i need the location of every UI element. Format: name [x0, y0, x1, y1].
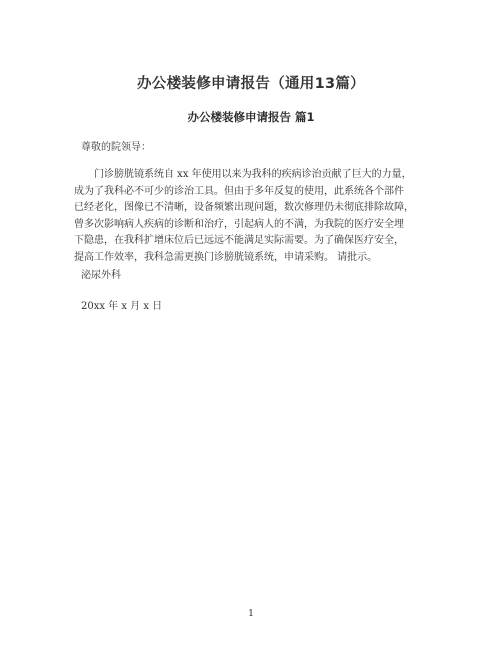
- body-line: 提高工作效率，我科急需更换门诊膀胱镜系统，申请采购。 请批示。: [74, 251, 378, 263]
- body-line: 已经老化，图像已不清晰，设备频繁出现问题，数次修理仍未彻底排除故障，: [74, 202, 414, 214]
- body-line: 门诊膀胱镜系统自 xx 年使用以来为我科的疾病诊治贡献了巨大的力量，: [94, 169, 412, 180]
- body-line: 成为了我科必不可少的诊治工具。但由于多年反复的使用，此系统各个部件: [74, 185, 404, 197]
- page-number: 1: [247, 608, 255, 619]
- department-signature: 泌尿外科: [81, 270, 121, 281]
- body-line: 曾多次影响病人疾病的诊断和治疗，引起病人的不满，为我院的医疗安全埋: [74, 218, 404, 230]
- body-line: 下隐患，在我科扩增床位后已远远不能满足实际需要。为了确保医疗安全，: [74, 235, 404, 247]
- date-line: 20xx 年 x 月 x 日: [81, 301, 163, 312]
- section-title: 办公楼装修申请报告 篇1: [187, 110, 315, 124]
- body-paragraph: [74, 167, 444, 267]
- document-title: 办公楼装修申请报告（通用13篇）: [137, 76, 365, 92]
- salutation: 尊敬的院领导：: [81, 142, 151, 153]
